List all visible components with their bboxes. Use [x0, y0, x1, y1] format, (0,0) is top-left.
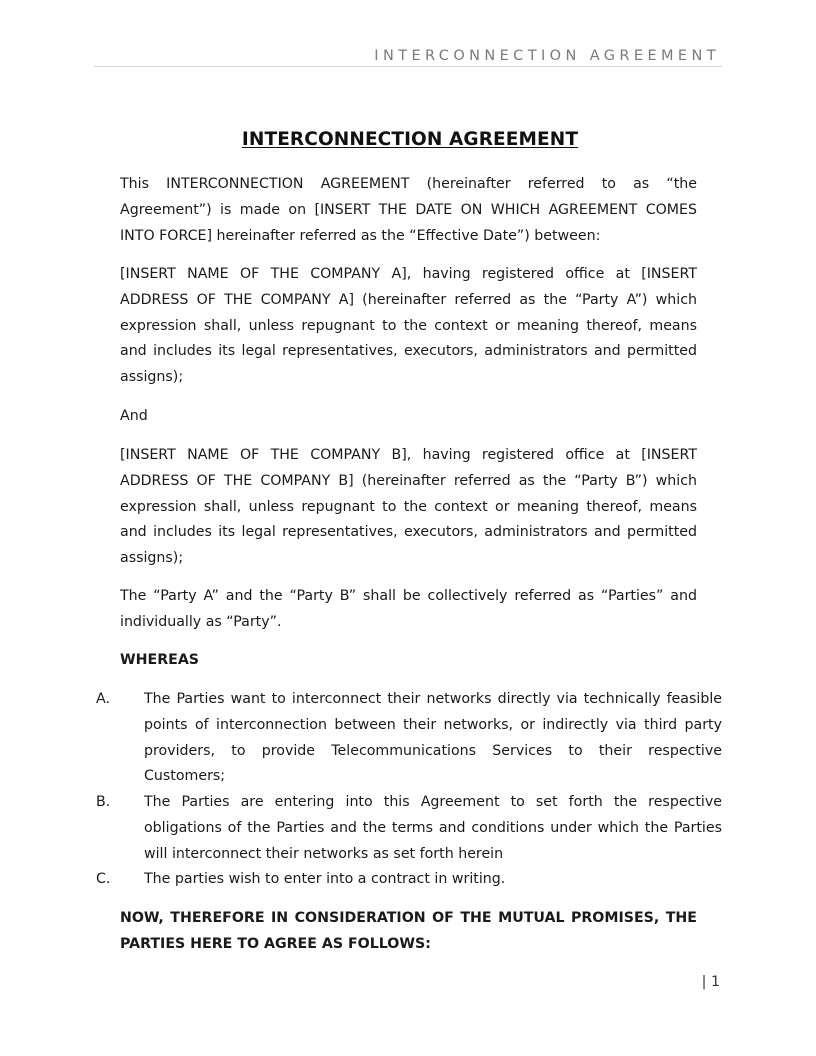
document-title: INTERCONNECTION AGREEMENT [241, 129, 579, 150]
recital-marker: B. [96, 794, 111, 810]
running-header-title: INTERCONNECTION AGREEMENT [374, 48, 720, 64]
recital-item [96, 867, 722, 893]
intro-paragraph: This INTERCONNECTION AGREEMENT (hereinafter referred to as “the Agreement”) is made on [INSERT THE DATE ON WHICH AGREEMENT COMES INTO FORCE] hereinafter referred as the “Effective Date”) between: [120, 176, 697, 244]
recital-text: The Parties want to interconnect their networks directly via technically feasible points of interconnection between their networks, or indirectly via third party providers, to provide Telecommunications Services to their respective Customers; [144, 691, 722, 785]
parties-definition-paragraph: The “Party A” and the “Party B” shall be collectively referred as “Parties” and individually as “Party”. [120, 588, 697, 630]
recital-marker: A. [96, 691, 110, 707]
and-separator: And [120, 408, 148, 424]
page-number: | 1 [701, 974, 720, 990]
whereas-heading: WHEREAS [120, 652, 200, 668]
party-a-paragraph: [INSERT NAME OF THE COMPANY A], having registered office at [INSERT ADDRESS OF THE COMPANY A] (hereinafter referred as the “Party A”) which expression shall, unless repugnant to the context or meaning thereof, means and includes its legal representatives, executors, administrators and permitted assigns); [120, 266, 697, 386]
recital-item [96, 790, 722, 867]
party-b-paragraph: [INSERT NAME OF THE COMPANY B], having registered office at [INSERT ADDRESS OF THE COMPANY B] (hereinafter referred as the “Party B”) which expression shall, unless repugnant to the context or meaning thereof, means and includes its legal representatives, executors, administrators and permitted assigns); [120, 447, 697, 567]
recital-marker: C. [96, 871, 111, 887]
recital-text: The parties wish to enter into a contract in writing. [144, 871, 506, 887]
closing-statement: NOW, THEREFORE IN CONSIDERATION OF THE MUTUAL PROMISES, THE PARTIES HERE TO AGREE AS FOLLOWS: [120, 910, 697, 952]
recital-text: The Parties are entering into this Agreement to set forth the respective obligations of the Parties and the terms and conditions under which the Parties will interconnect their networks as set forth herein [144, 794, 722, 862]
recital-item [96, 687, 722, 790]
header-divider [94, 66, 722, 67]
